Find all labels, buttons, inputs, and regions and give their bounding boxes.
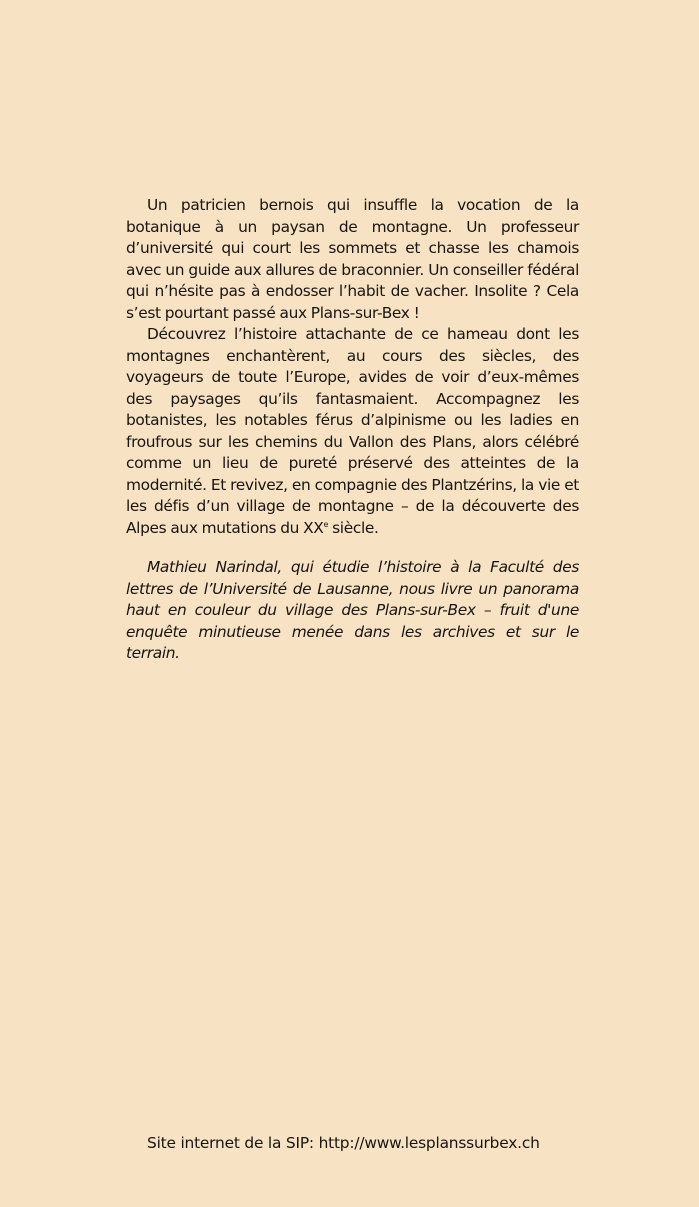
century-superscript: e: [323, 519, 329, 529]
blurb-paragraph-1: Un patricien bernois qui insuffle la vocation de la botanique à un paysan de montagne. Un professeur d’université qui court les sommets et chasse les chamois avec un guide aux allures de braconnier. Un conseiller fédéral qui n’hésite pas à endosser l’habit de vacher. Insolite ? Cela s’est pourtant passé aux Plans-sur-Bex !: [126, 196, 579, 322]
author-paragraph: Mathieu Narindal, qui étudie l’histoire à la Faculté des lettres de l’Université de Lausanne, nous livre un panorama haut en couleur du village des Plans-sur-Bex – fruit d'une enquête minutieuse menée dans les archives et sur le terrain.: [126, 558, 579, 662]
author-note: [126, 557, 579, 665]
blurb-paragraph-2: [126, 324, 579, 539]
blurb-paragraph-2-end: siècle.: [328, 518, 379, 537]
blurb-text: [126, 195, 579, 539]
website-line: Site internet de la SIP: http://www.lesplanssurbex.ch: [147, 1134, 540, 1152]
blurb-paragraph-2-main: Découvrez l’histoire attachante de ce hameau dont les montagnes enchantèrent, au cours des siècles, des voyageurs de toute l’Europe, avides de voir d’eux-mêmes des paysages qu’ils fantasmaient. Accompagnez les botanistes, les notables férus d’alpinisme ou les ladies en froufrous sur les chemins du Vallon des Plans, alors célébré comme un lieu de pureté préservé des atteintes de la modernité. Et revivez, en compagnie des Plantzérins, la vie et les défis d’un village de montagne – de la découverte des Alpes aux mutations du XX: [126, 325, 579, 537]
